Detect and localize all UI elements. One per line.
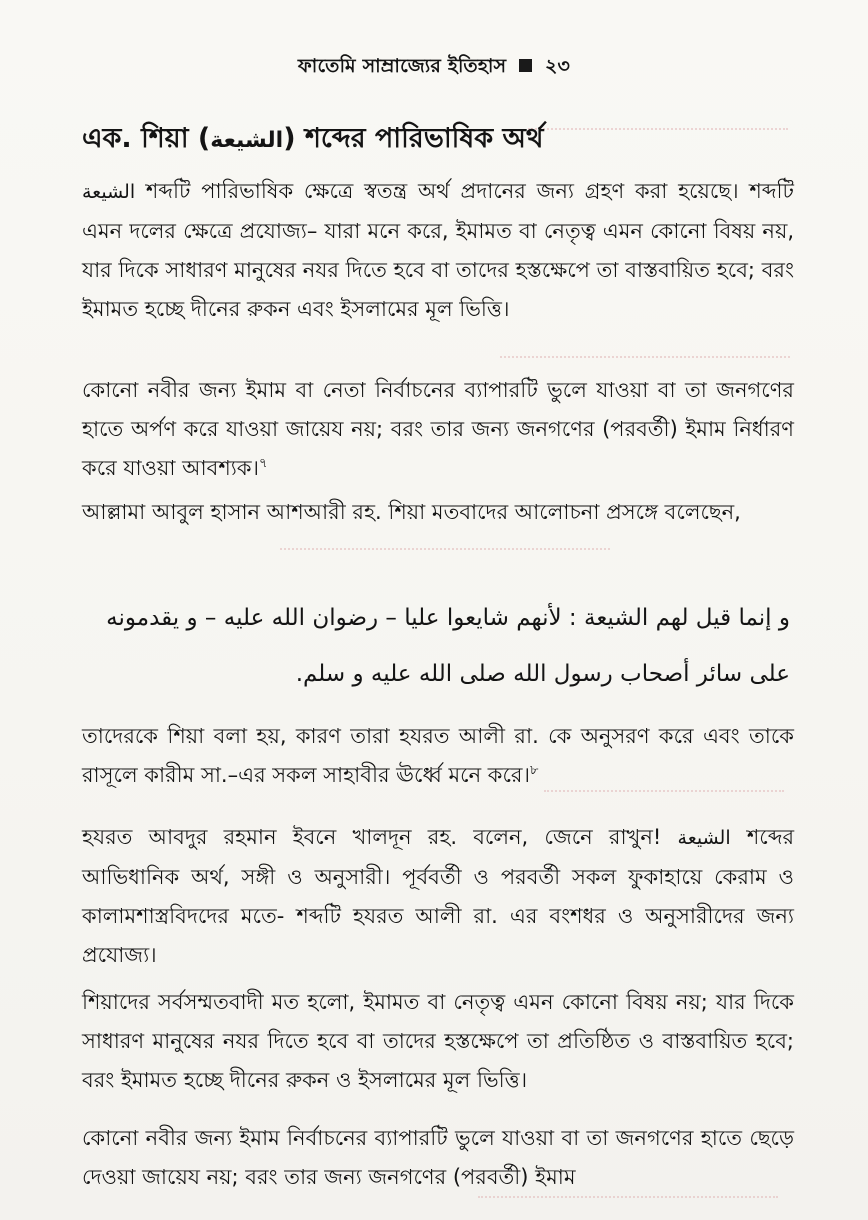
- heading-suffix: ) শব্দের পারিভাষিক অর্থ: [283, 123, 544, 154]
- arabic-term: الشيعة: [677, 827, 731, 849]
- arabic-term: الشيعة: [82, 181, 136, 203]
- show-through-texture: [478, 1196, 778, 1208]
- arabic-quotation: [70, 590, 790, 702]
- paragraph-text: তাদেরকে শিয়া বলা হয়, কারণ তারা হযরত আলী রা. কে অনুসরণ করে এবং তাকে রাসূলে কারীম সা.–এর সকল সাহাবীর ঊর্ধ্বে মনে করে।: [82, 724, 794, 787]
- show-through-texture: [500, 356, 790, 368]
- heading-prefix: এক. শিয়া (: [82, 123, 211, 154]
- paragraph-text: আল্লামা আবুল হাসান আশআরী রহ. শিয়া মতবাদের আলোচনা প্রসঙ্গে বলেছেন,: [82, 500, 741, 524]
- paragraph-text: শব্দটি পারিভাষিক ক্ষেত্রে স্বতন্ত্র অর্থ প্রদানের জন্য গ্রহণ করা হয়েছে। শব্দটি এমন দলের ক্ষেত্রে প্রযোজ্য– যারা মনে করে, ইমামত বা নেতৃত্ব এমন কোনো বিষয় নয়, যার দিকে সাধারণ মানুষের নযর দিতে হবে বা তাদের হস্তক্ষেপে তা বাস্তবায়িত হবে; বরং ইমামত হচ্ছে দীনের রুকন এবং ইসলামের মূল ভিত্তি।: [82, 179, 794, 321]
- square-bullet-icon: [519, 59, 532, 72]
- paragraph-definition: [82, 172, 794, 329]
- paragraph-ashari-intro: [82, 493, 794, 532]
- running-header: [0, 52, 868, 84]
- book-title: ফাতেমি সাম্রাজ্যের ইতিহাস: [297, 55, 507, 77]
- paragraph-ibn-khaldun: [82, 818, 794, 975]
- paragraph-text: হযরত আবদুর রহমান ইবনে খালদূন রহ. বলেন, জেনে রাখুন!: [82, 825, 678, 849]
- paragraph-imam-selection: [82, 371, 794, 488]
- paragraph-text: শব্দের আভিধানিক অর্থ, সঙ্গী ও অনুসারী। পূর্ববর্তী ও পরবর্তী সকল ফুকাহায়ে কেরাম ও কালামশাস্ত্রবিদদের মতে- শব্দটি হযরত আলী রা. এর বংশধর ও অনুসারীদের জন্য প্রযোজ্য।: [82, 825, 794, 967]
- paragraph-text: কোনো নবীর জন্য ইমাম বা নেতা নির্বাচনের ব্যাপারটি ভুলে যাওয়া বা তা জনগণের হাতে অর্পণ করে যাওয়া জায়েয নয়; বরং তার জন্য জনগণের (পরবর্তী) ইমাম নির্ধারণ করে যাওয়া আবশ্যক।: [82, 378, 794, 480]
- section-heading: [82, 118, 543, 163]
- page-number: ২৩: [544, 55, 571, 77]
- paragraph-text: কোনো নবীর জন্য ইমাম নির্বাচনের ব্যাপারটি ভুলে যাওয়া বা তা জনগণের হাতে ছেড়ে দেওয়া জায়েয নয়; বরং তার জন্য জনগণের (পরবর্তী) ইমাম: [82, 1126, 794, 1189]
- paragraph-consensus: [82, 983, 794, 1100]
- footnote-marker: ৭: [259, 456, 268, 471]
- heading-arabic-term: الشيعة: [210, 128, 284, 153]
- quotation-line: و إنما قيل لهم الشيعة : لأنهم شايعوا عليا – رضوان الله عليه – و يقدمونه: [106, 605, 790, 631]
- quotation-line: على سائر أصحاب رسول الله صلى الله عليه و سلم.: [295, 661, 790, 687]
- show-through-texture: [280, 548, 610, 560]
- show-through-texture: [528, 128, 788, 140]
- paragraph-translation: [82, 717, 794, 795]
- paragraph-continuation: [82, 1119, 794, 1197]
- paragraph-text: শিয়াদের সর্বসম্মতবাদী মত হলো, ইমামত বা নেতৃত্ব এমন কোনো বিষয় নয়; যার দিকে সাধারণ মানুষের নযর দিতে হবে বা তাদের হস্তক্ষেপে তা প্রতিষ্ঠিত ও বাস্তবায়িত হবে; বরং ইমামত হচ্ছে দীনের রুকন ও ইসলামের মূল ভিত্তি।: [82, 990, 794, 1092]
- footnote-marker: ৮: [529, 763, 539, 778]
